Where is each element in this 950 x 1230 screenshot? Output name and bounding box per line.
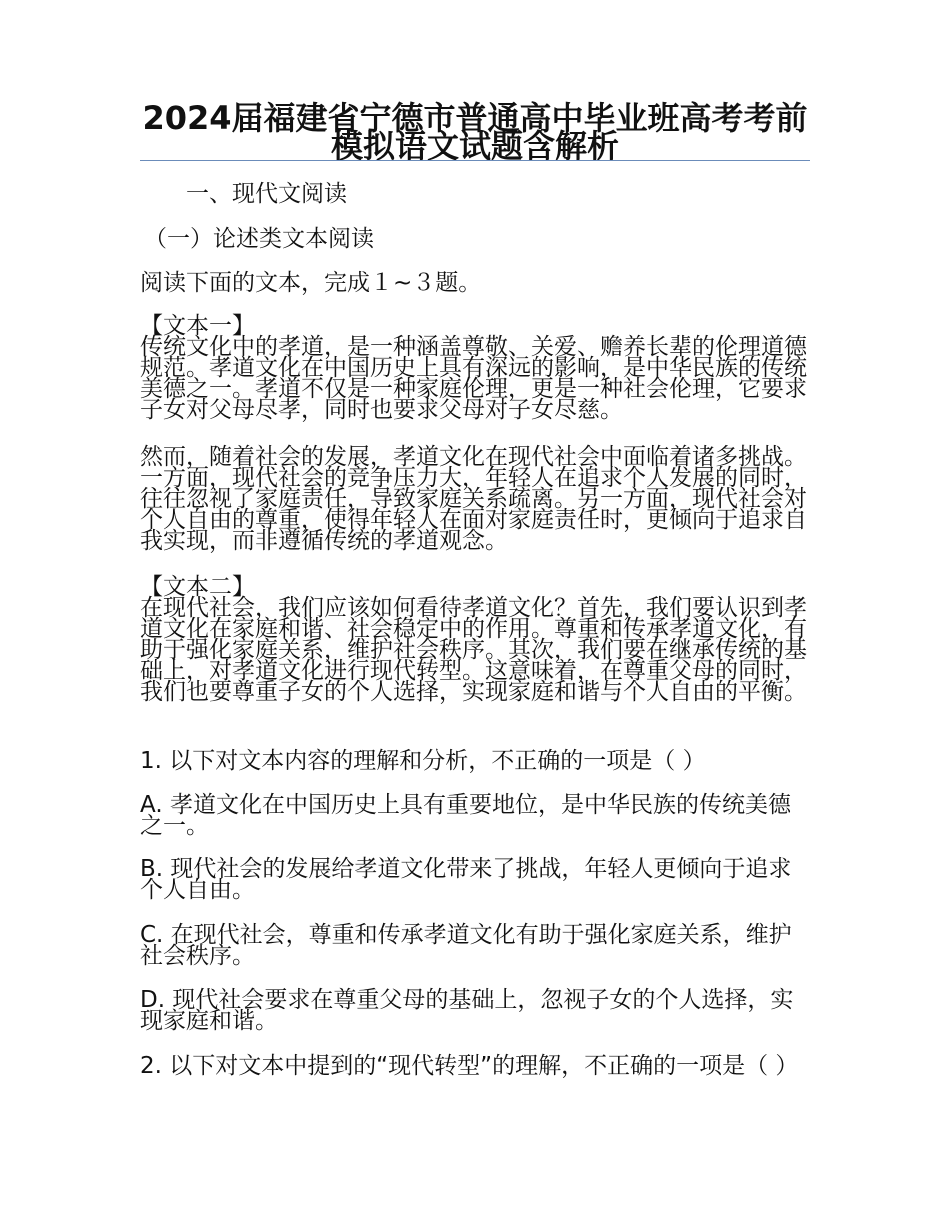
- question-1-option-b: B. 现代社会的发展给孝道文化带来了挑战，年轻人更倾向于追求个人自由。: [140, 856, 792, 903]
- text2-label: 【文本二】: [140, 574, 255, 600]
- text1-label: 【文本一】: [140, 313, 255, 339]
- text1-paragraph-1: 传统文化中的孝道，是一种涵盖尊敬、关爱、赡养长辈的伦理道德规范。孝道文化在中国历史上具有深远的影响，是中华民族的传统美德之一。孝道不仅是一种家庭伦理，更是一种社会伦理，它要求子女对父母尽孝，同时也要求父母对子女尽慈。: [140, 334, 807, 423]
- text2-paragraph-1: 在现代社会，我们应该如何看待孝道文化？首先，我们要认识到孝道文化在家庭和谐、社会稳定中的作用。尊重和传承孝道文化，有助于强化家庭关系，维护社会秩序。其次，我们要在继承传统的基础上，对孝道文化进行现代转型。这意味着，在尊重父母的同时，我们也要尊重子女的个人选择，实现家庭和谐与个人自由的平衡。: [140, 595, 807, 705]
- title-underline: [140, 160, 810, 161]
- document-title: 2024届福建省宁德市普通高中毕业班高考考前模拟语文试题含解析: [142, 99, 808, 165]
- question-1-option-a: A. 孝道文化在中国历史上具有重要地位，是中华民族的传统美德之一。: [140, 792, 791, 839]
- text1-paragraph-2: 然而，随着社会的发展，孝道文化在现代社会中面临着诸多挑战。一方面，现代社会的竞争压力大，年轻人在追求个人发展的同时，往往忽视了家庭责任，导致家庭关系疏离。另一方面，现代社会对个人自由的尊重，使得年轻人在面对家庭责任时，更倾向于追求自我实现，而非遵循传统的孝道观念。: [140, 444, 807, 554]
- reading-instruction: 阅读下面的文本，完成１~３题。: [140, 270, 482, 296]
- question-1-option-c: C. 在现代社会，尊重和传承孝道文化有助于强化家庭关系，维护社会秩序。: [140, 922, 792, 969]
- question-1: 1. 以下对文本内容的理解和分析，不正确的一项是（ ）: [140, 748, 706, 774]
- section-heading-modern-reading: 一、现代文阅读: [186, 181, 347, 207]
- question-2: 2. 以下对文本中提到的“现代转型”的理解，不正确的一项是（ ）: [140, 1053, 799, 1079]
- subsection-heading-argumentative: （一）论述类文本阅读: [144, 226, 374, 252]
- question-1-option-d: D. 现代社会要求在尊重父母的基础上，忽视子女的个人选择，实现家庭和谐。: [140, 987, 794, 1034]
